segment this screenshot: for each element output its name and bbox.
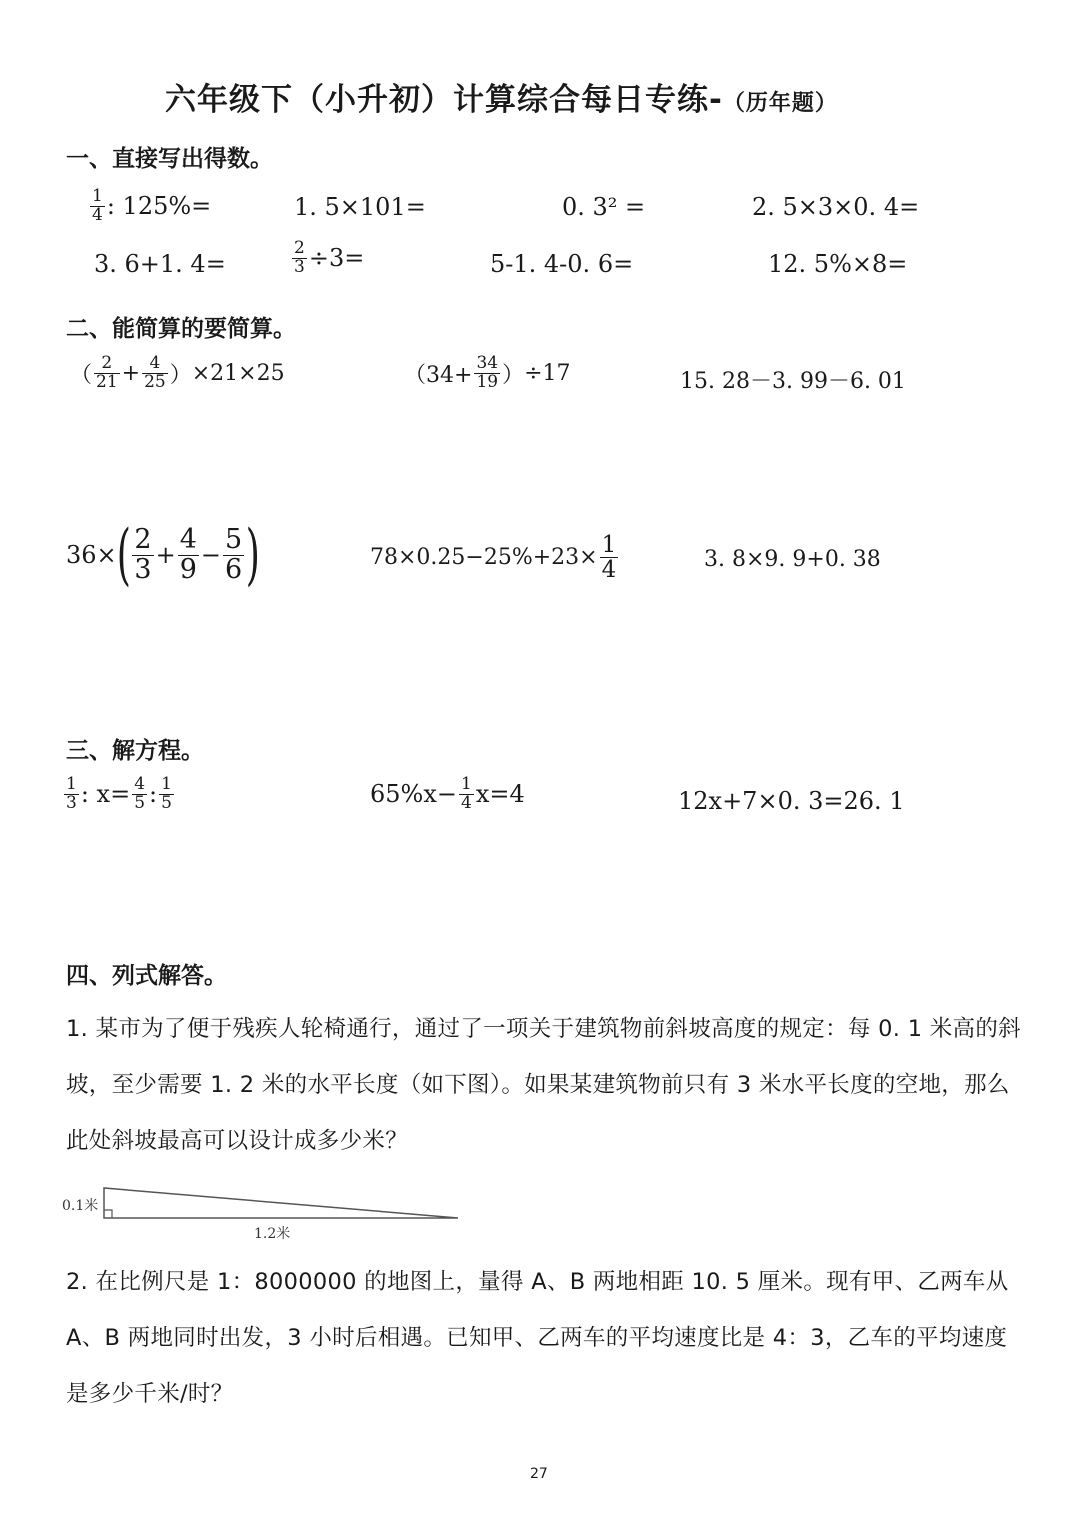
section-4-heading: 四、列式解答。 xyxy=(66,963,227,989)
section-3-heading: 三、解方程。 xyxy=(66,738,204,764)
fraction: $\frac{1}{4}$ xyxy=(92,186,103,225)
title-sub: （历年题） xyxy=(722,91,838,116)
direct-q7: 5-1. 4-0. 6= xyxy=(490,250,634,278)
fraction: $\frac{4}{9}$ xyxy=(179,524,197,585)
simplify-e1: （ $\frac{2}{21}$ + $\frac{4}{25}$ ） ×21×25 xyxy=(70,353,285,392)
fraction: $\frac{4}{25}$ xyxy=(144,353,166,392)
fraction: $\frac{2}{3}$ xyxy=(294,238,305,277)
slope-triangle-figure xyxy=(60,1182,480,1246)
fraction: $\frac{34}{19}$ xyxy=(476,353,499,392)
direct-q3: 0. 3² = xyxy=(562,193,646,221)
problem-2-text: 2. 在比例尺是 1：8000000 的地图上，量得 A、B 两地相距 10. 5 厘米。现有甲、乙两车从 A、B 两地同时出发，3 小时后相遇。已知甲、乙两车的平均速度比是 4：3，乙车的平均速度是多少千米/时？ xyxy=(66,1269,1009,1407)
slope-diagram xyxy=(60,1182,480,1246)
direct-q2: 1. 5×101= xyxy=(294,193,426,221)
equation-q1: $\frac{1}{3}$ : x= $\frac{4}{5}$ : $\frac{1}{5}$ xyxy=(66,774,172,813)
direct-q8: 12. 5%×8= xyxy=(768,250,908,278)
problem-1-text: 1. 某市为了便于残疾人轮椅通行，通过了一项关于建筑物前斜坡高度的规定：每 0. 1 米高的斜坡，至少需要 1. 2 米的水平长度（如下图）。如果某建筑物前只有 3 米水平长度的空地，那么此处斜坡最高可以设计成多少米？ xyxy=(66,1016,1021,1154)
fraction: $\frac{2}{21}$ xyxy=(96,353,118,392)
fraction: $\frac{5}{6}$ xyxy=(225,524,243,585)
simplify-e3: 15. 28－3. 99－6. 01 xyxy=(680,369,906,394)
section-1-heading: 一、直接写出得数。 xyxy=(66,146,273,172)
equation-q3: 12x+7×0. 3=26. 1 xyxy=(678,787,905,815)
fraction: $\frac{4}{5}$ xyxy=(134,774,146,813)
simplify-e4: 36× ( $\frac{2}{3}$ + $\frac{4}{9}$ − $\frac{5}{6}$ ) xyxy=(66,516,261,593)
page-title xyxy=(165,74,838,119)
right-angle-mark xyxy=(104,1210,112,1218)
fraction: $\frac{1}{5}$ xyxy=(161,774,172,813)
equation-q2: 65%x − $\frac{1}{4}$ x=4 xyxy=(370,774,525,813)
simplify-e2: （34+ $\frac{34}{19}$ ） ÷17 xyxy=(404,353,571,392)
length-label: 1.2米 xyxy=(254,1226,291,1242)
fraction: $\frac{2}{3}$ xyxy=(134,524,152,585)
fraction: $\frac{1}{4}$ xyxy=(461,774,472,813)
simplify-e6: 3. 8×9. 9+0. 38 xyxy=(704,547,881,572)
section-2-heading: 二、能简算的要简算。 xyxy=(66,316,296,342)
fraction: $\frac{1}{3}$ xyxy=(66,774,77,813)
direct-q6: $\frac{2}{3}$ ÷3= xyxy=(294,238,365,277)
direct-q4: 2. 5×3×0. 4= xyxy=(752,193,920,221)
page-number: 27 xyxy=(530,1466,548,1482)
title-main: 六年级下（小升初）计算综合每日专练- xyxy=(165,82,723,118)
fraction: $\frac{1}{4}$ xyxy=(601,532,617,584)
simplify-e5: 78×0.25−25%+23× $\frac{1}{4}$ xyxy=(370,532,617,584)
slope-triangle xyxy=(104,1188,458,1218)
direct-q5: 3. 6+1. 4= xyxy=(94,250,226,278)
direct-q1: $\frac{1}{4}$ : 125%= xyxy=(92,186,212,225)
height-label: 0.1米 xyxy=(62,1198,99,1214)
